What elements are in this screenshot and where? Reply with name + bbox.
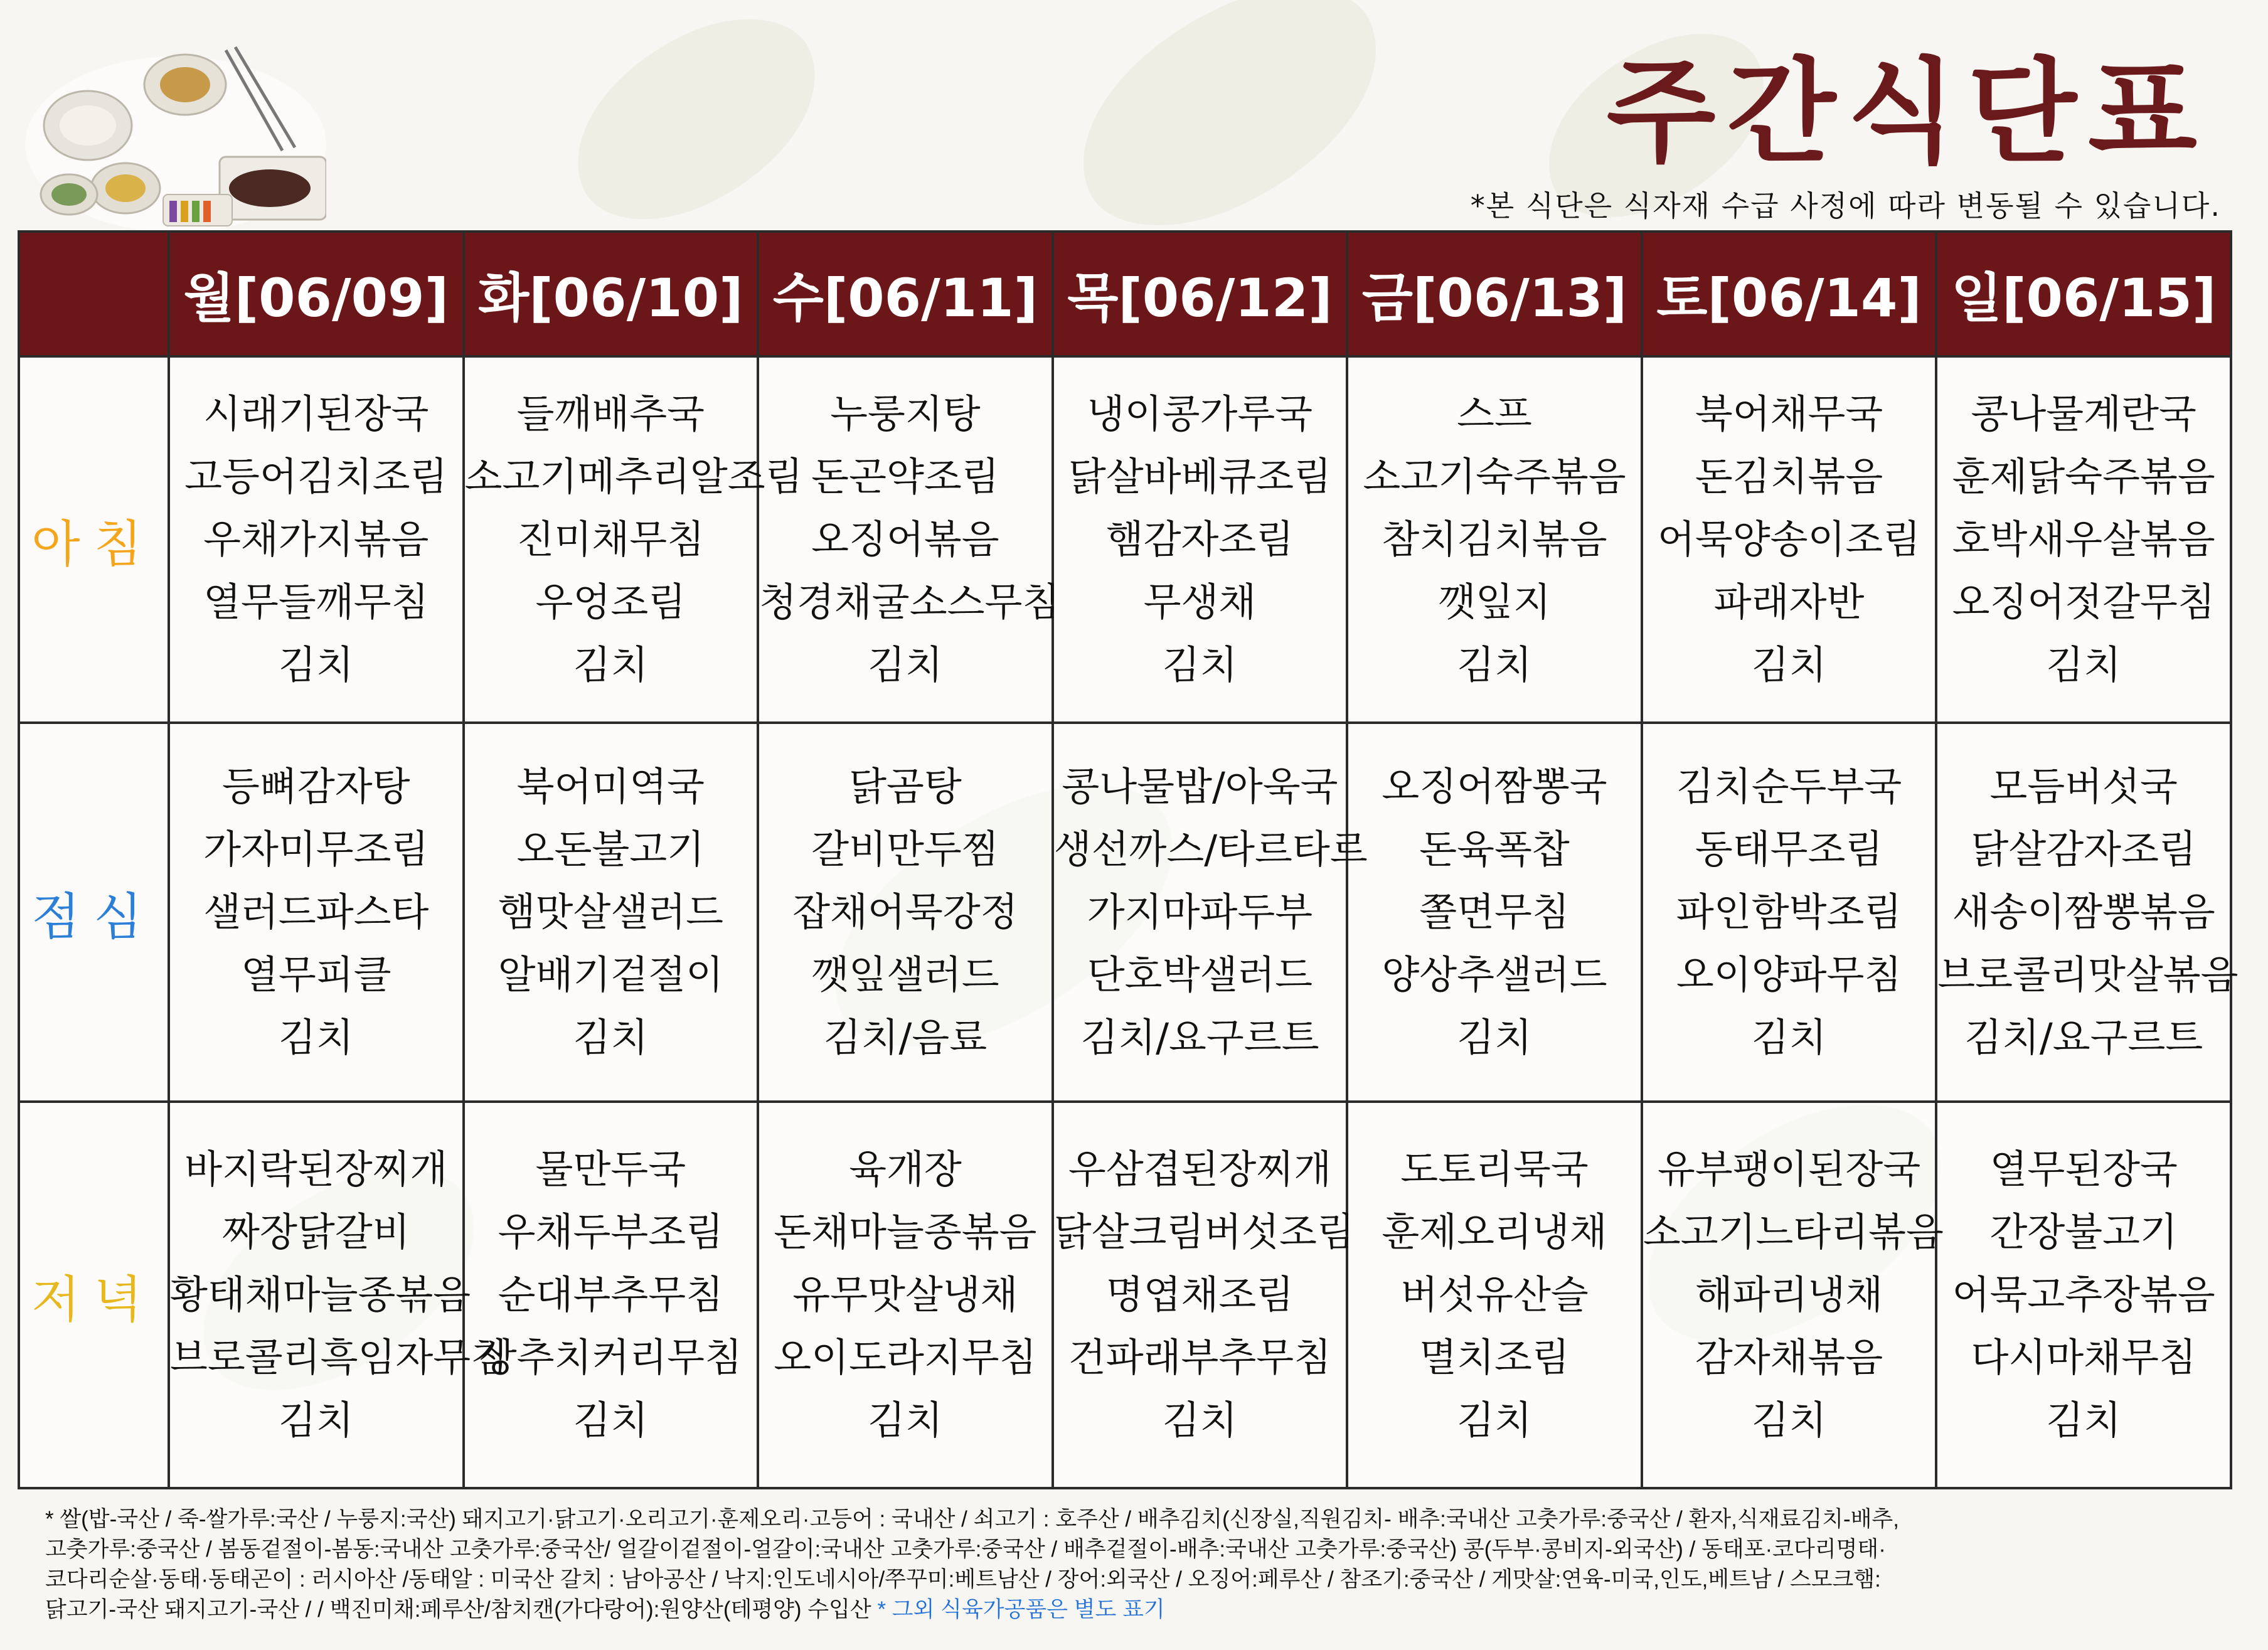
menu-item: 열무들깨무침 [203, 579, 429, 625]
menu-item: 김치 [2046, 1397, 2122, 1443]
lunch-menu-cell [1053, 723, 1368, 1102]
menu-item: 닭살감자조림 [1971, 826, 2196, 872]
menu-item: 돈김치볶음 [1695, 454, 1883, 499]
menu-item: 김치 [1162, 642, 1238, 688]
lunch-menu-cell [1936, 723, 2239, 1102]
page-title: 주간식단표 [1606, 47, 2208, 178]
menu-item: 콩나물밥/아욱국 [1062, 764, 1338, 809]
menu-item: 순대부추무침 [498, 1272, 724, 1317]
menu-item: 새송이짬뽕볶음 [1952, 889, 2215, 935]
breakfast-menu-cell [1053, 356, 1348, 723]
menu-item: 가자미무조림 [203, 826, 429, 872]
menu-item: 열무피클 [240, 952, 391, 998]
menu-item: 오징어젓갈무침 [1952, 579, 2215, 625]
menu-item: 오이도라지무침 [774, 1334, 1037, 1380]
menu-item: 어묵고추장볶음 [1952, 1272, 2215, 1317]
menu-item: 등뼈감자탕 [222, 764, 410, 809]
menu-item: 브로콜리맛살볶음 [1937, 952, 2239, 998]
day-header: 토[06/14] [1642, 232, 1937, 356]
menu-item: 훈제오리냉채 [1382, 1209, 1607, 1255]
dinner-menu-cell [464, 1102, 759, 1488]
footnote-text: 닭고기-국산 돼지고기-국산 / / 백진미채:페루산/참치캔(가다랑어):원양산(테평양) 수입산 [45, 1597, 878, 1622]
food-plate-image [19, 25, 326, 232]
menu-item: 상추치커리무침 [479, 1334, 742, 1380]
menu-item: 김치 [1457, 1014, 1532, 1060]
menu-item: 파래자반 [1713, 579, 1865, 625]
menu-item: 김치 [1751, 642, 1827, 688]
menu-item: 샐러드파스타 [203, 889, 429, 935]
dinner-menu-cell [1936, 1102, 2231, 1488]
menu-item: 닭살바베큐조림 [1068, 454, 1332, 499]
menu-item: 우채가지볶음 [203, 516, 429, 562]
menu-item: 오돈불고기 [516, 826, 705, 872]
menu-item: 우삼겹된장찌개 [1068, 1146, 1332, 1192]
menu-item: 햄맛살샐러드 [498, 889, 724, 935]
menu-item: 돈채마늘종볶음 [774, 1209, 1037, 1255]
footnote-line: 코다리순살·동태·동태곤이 : 러시아산 /동태알 : 미국산 갈치 : 남아공산 / 낙지:인도네시아/쭈꾸미:베트남산 / 장어:외국산 / 오징어:페루산 / 참조기:중국산 / 게맛살:연육-미국,인도,베트남 / 스모크햄: [45, 1567, 1881, 1592]
menu-item: 쫄면무침 [1419, 889, 1570, 935]
dinner-menu-cell [1053, 1102, 1355, 1488]
menu-item: 누룽지탕 [830, 391, 981, 437]
menu-item: 돈곤약조림 [811, 454, 999, 499]
menu-item: 우엉조림 [535, 579, 686, 625]
dinner-label: 저녁 [19, 1102, 169, 1488]
menu-item: 소고기느타리볶음 [1642, 1209, 1944, 1255]
menu-item: 북어미역국 [516, 764, 705, 809]
menu-item: 무생채 [1143, 579, 1257, 625]
menu-item: 스프 [1457, 391, 1532, 437]
lunch-label: 점심 [19, 723, 169, 1102]
menu-item: 짜장닭갈비 [222, 1209, 410, 1255]
menu-item: 오징어볶음 [811, 516, 999, 562]
menu-item: 들깨배추국 [516, 391, 705, 437]
menu-item: 갈비만두찜 [811, 826, 999, 872]
lunch-menu-cell [1347, 723, 1642, 1102]
breakfast-menu-cell [1936, 356, 2231, 723]
menu-item: 훈제닭숙주볶음 [1952, 454, 2215, 499]
menu-item: 브로콜리흑임자무침 [170, 1334, 509, 1380]
lunch-menu-cell [169, 723, 464, 1102]
background-leaf [543, 0, 851, 249]
menu-item: 유무맛살냉채 [792, 1272, 1018, 1317]
breakfast-menu-cell [758, 356, 1060, 723]
lunch-menu-cell [758, 723, 1053, 1102]
menu-item: 진미채무침 [516, 516, 705, 562]
dinner-menu-cell [169, 1102, 509, 1488]
menu-item: 김치 [1457, 1397, 1532, 1443]
day-header: 목[06/12] [1053, 232, 1348, 356]
header-corner [19, 232, 169, 356]
breakfast-menu-cell [169, 356, 464, 723]
menu-item: 버섯유산슬 [1400, 1272, 1589, 1317]
menu-item: 김치 [1751, 1397, 1827, 1443]
menu-item: 소고기숙주볶음 [1363, 454, 1626, 499]
menu-item: 김치 [1162, 1397, 1238, 1443]
menu-item: 어묵양송이조림 [1657, 516, 1921, 562]
dinner-menu-cell [1347, 1102, 1642, 1488]
menu-item: 열무된장국 [1989, 1146, 2178, 1192]
menu-item: 생선까스/타르타르 [1053, 826, 1368, 872]
menu-item: 파인함박조림 [1676, 889, 1902, 935]
breakfast-menu-cell [464, 356, 803, 723]
menu-item: 참치김치볶음 [1382, 516, 1607, 562]
menu-item: 바지락된장찌개 [184, 1146, 448, 1192]
breakfast-label: 아침 [19, 356, 169, 723]
menu-item: 냉이콩가루국 [1087, 391, 1313, 437]
menu-item: 닭살크림버섯조림 [1053, 1209, 1355, 1255]
menu-item: 햄감자조림 [1105, 516, 1294, 562]
menu-item: 깻잎지 [1438, 579, 1551, 625]
day-header: 화[06/10] [464, 232, 759, 356]
menu-item: 북어채무국 [1695, 391, 1883, 437]
menu-item: 황태채마늘종볶음 [170, 1272, 471, 1317]
menu-item: 해파리냉채 [1695, 1272, 1883, 1317]
menu-item: 육개장 [849, 1146, 962, 1192]
menu-item: 김치/음료 [823, 1014, 988, 1060]
menu-item: 가지마파두부 [1087, 889, 1313, 935]
day-header: 수[06/11] [758, 232, 1053, 356]
menu-item: 감자채볶음 [1695, 1334, 1883, 1380]
menu-item: 오징어짬뽕국 [1382, 764, 1607, 809]
menu-item: 닭곰탕 [849, 764, 962, 809]
menu-item: 다시마채무침 [1971, 1334, 2196, 1380]
menu-item: 단호박샐러드 [1087, 952, 1313, 998]
menu-change-notice: *본 식단은 식자재 수급 사정에 따라 변동될 수 있습니다. [1470, 189, 2221, 223]
weekly-menu-table [18, 230, 2239, 1489]
menu-item: 깻잎샐러드 [811, 952, 999, 998]
lunch-row [19, 723, 2231, 1102]
menu-item: 잡채어묵강정 [792, 889, 1018, 935]
menu-item: 알배기겉절이 [498, 952, 724, 998]
footnote-line: 고춧가루:중국산 / 봄동겉절이-봄동:국내산 고춧가루:중국산/ 얼갈이겉절이-얼갈이:국내산 고춧가루:중국산 / 배추겉절이-배추:국내산 고춧가루:중국산) 콩(두부·콩비지-외국산) / 동태포·코다리명태· [45, 1537, 1886, 1562]
menu-item: 김치 [278, 1397, 354, 1443]
breakfast-row [19, 356, 2231, 723]
menu-item: 청경채굴소스무침 [759, 579, 1060, 625]
menu-item: 김치/요구르트 [1964, 1014, 2203, 1060]
menu-item: 양상추샐러드 [1382, 952, 1607, 998]
menu-item: 김치 [573, 1014, 649, 1060]
menu-item: 김치 [868, 642, 943, 688]
dinner-menu-cell [1642, 1102, 1944, 1488]
menu-item: 김치 [2046, 642, 2122, 688]
background-leaf [1042, 0, 1417, 261]
menu-item: 김치/요구르트 [1080, 1014, 1319, 1060]
menu-item: 돈육폭찹 [1419, 826, 1570, 872]
menu-item: 유부팽이된장국 [1657, 1146, 1921, 1192]
breakfast-menu-cell [1642, 356, 1937, 723]
menu-item: 모듬버섯국 [1989, 764, 2178, 809]
footnote-extra: * 그외 식육가공품은 별도 표기 [877, 1597, 1165, 1622]
menu-item: 호박새우살볶음 [1952, 516, 2215, 562]
menu-item: 김치순두부국 [1676, 764, 1902, 809]
menu-item: 간장불고기 [1989, 1209, 2178, 1255]
menu-item: 김치 [278, 642, 354, 688]
day-header: 월[06/09] [169, 232, 464, 356]
menu-item: 김치 [573, 1397, 649, 1443]
menu-item: 물만두국 [535, 1146, 686, 1192]
menu-item: 김치 [1751, 1014, 1827, 1060]
menu-item: 김치 [868, 1397, 943, 1443]
breakfast-menu-cell [1347, 356, 1642, 723]
menu-item: 우채두부조림 [498, 1209, 724, 1255]
footnote-line [45, 1595, 2235, 1625]
menu-item: 시래기된장국 [203, 391, 429, 437]
menu-item: 김치 [573, 642, 649, 688]
menu-item: 소고기메추리알조림 [464, 454, 803, 499]
menu-item: 고등어김치조림 [184, 454, 448, 499]
lunch-menu-cell [464, 723, 759, 1102]
origin-footnote [45, 1504, 2235, 1625]
menu-item: 오이양파무침 [1676, 952, 1902, 998]
dinner-menu-cell [758, 1102, 1053, 1488]
menu-item: 도토리묵국 [1400, 1146, 1589, 1192]
menu-item: 건파래부추무침 [1068, 1334, 1332, 1380]
dinner-row [19, 1102, 2231, 1488]
menu-item: 동태무조림 [1695, 826, 1883, 872]
day-header: 금[06/13] [1347, 232, 1642, 356]
menu-item: 멸치조림 [1419, 1334, 1570, 1380]
day-header: 일[06/15] [1936, 232, 2231, 356]
menu-item: 명엽채조림 [1105, 1272, 1294, 1317]
day-header-row [19, 232, 2231, 356]
lunch-menu-cell [1642, 723, 1937, 1102]
menu-item: 콩나물계란국 [1971, 391, 2196, 437]
menu-item: 김치 [1457, 642, 1532, 688]
menu-item: 김치 [278, 1014, 354, 1060]
footnote-line: * 쌀(밥-국산 / 죽-쌀가루:국산 / 누룽지:국산) 돼지고기·닭고기·오리고기·훈제오리·고등어 : 국내산 / 쇠고기 : 호주산 / 배추김치(신장실,직원김치- 배추:국내산 고춧가루:중국산 / 환자,식재료김치-배추, [45, 1507, 1899, 1531]
